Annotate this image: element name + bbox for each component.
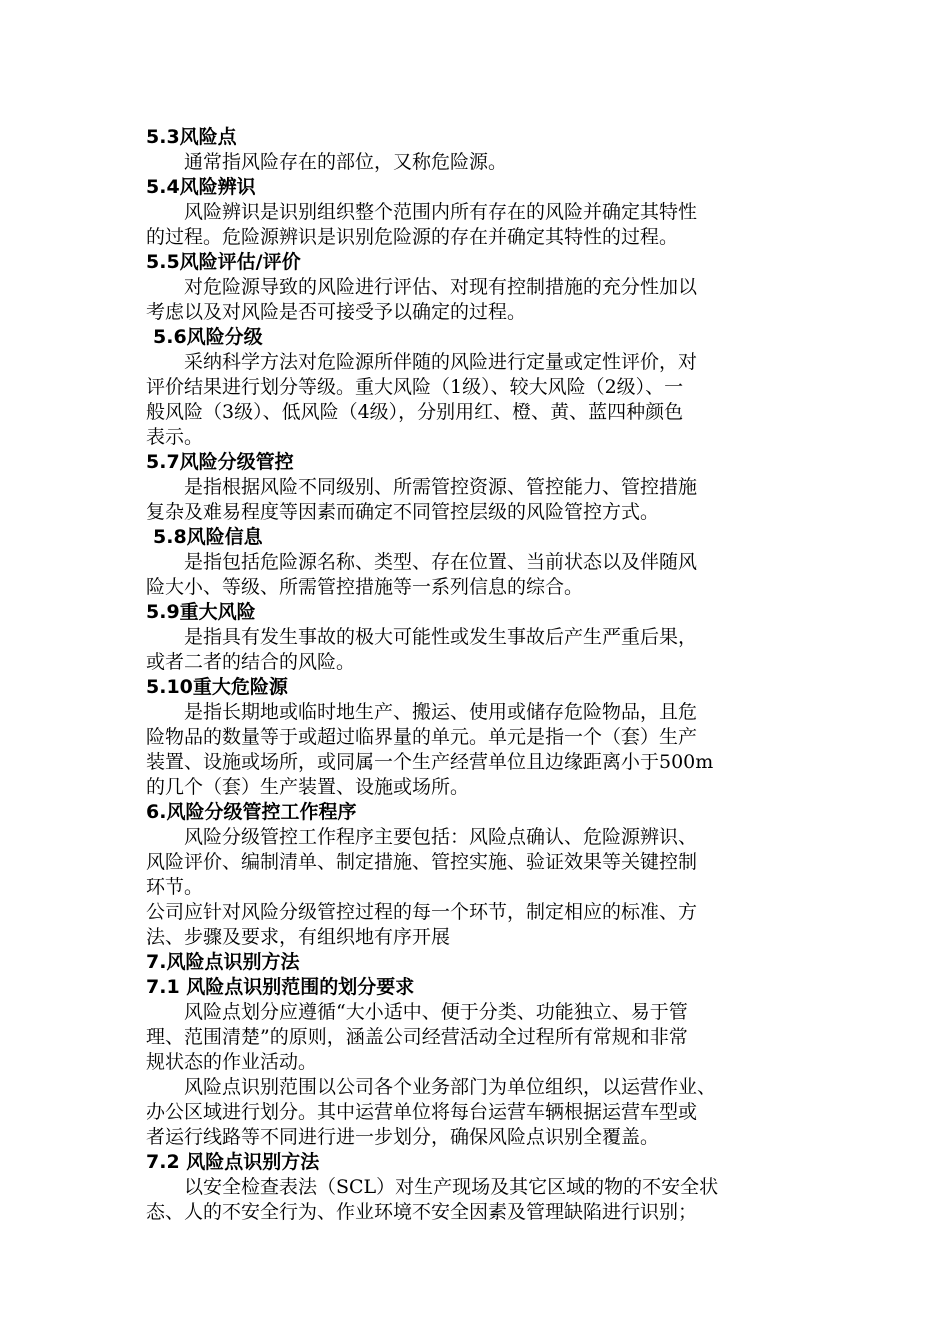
- paragraph-line: 理、范围清楚”的原则，涵盖公司经营活动全过程所有常规和非常: [146, 1026, 688, 1048]
- paragraph-line: 的过程。危险源辨识是识别危险源的存在并确定其特性的过程。: [146, 226, 679, 248]
- paragraph-line: 风险评价、编制清单、制定措施、管控实施、验证效果等关键控制: [146, 851, 698, 873]
- paragraph-line: 态、人的不安全行为、作业环境不安全因素及管理缺陷进行识别；: [146, 1201, 698, 1223]
- paragraph-line: 风险点划分应遵循“大小适中、便于分类、功能独立、易于管: [184, 1001, 688, 1023]
- section-heading: 7.2 风险点识别方法: [146, 1151, 320, 1173]
- paragraph-line: 风险点识别范围以公司各个业务部门为单位组织，以运营作业、: [184, 1076, 717, 1098]
- paragraph-line: 是指包括危险源名称、类型、存在位置、当前状态以及伴随风: [184, 551, 698, 573]
- section-heading: 7.风险点识别方法: [146, 951, 300, 973]
- paragraph-line: 装置、设施或场所，或同属一个生产经营单位且边缘距离小于500m: [146, 751, 714, 773]
- paragraph-line: 是指具有发生事故的极大可能性或发生事故后产生严重后果，: [184, 626, 698, 648]
- paragraph-line: 采纳科学方法对危险源所伴随的风险进行定量或定性评价，对: [184, 351, 698, 373]
- section-heading: 6.风险分级管控工作程序: [146, 801, 357, 823]
- paragraph-line: 险物品的数量等于或超过临界量的单元。单元是指一个（套）生产: [146, 726, 698, 748]
- paragraph-line: 般风险（3级）、低风险（4级），分别用红、橙、黄、蓝四种颜色: [146, 401, 684, 423]
- paragraph-line: 以安全检查表法（SCL）对生产现场及其它区域的物的不安全状: [184, 1176, 719, 1198]
- section-heading: 5.10重大危险源: [146, 676, 288, 698]
- paragraph-line: 风险辨识是识别组织整个范围内所有存在的风险并确定其特性: [184, 201, 698, 223]
- paragraph-line: 者运行线路等不同进行进一步划分，确保风险点识别全覆盖。: [146, 1126, 660, 1148]
- paragraph-line: 是指根据风险不同级别、所需管控资源、管控能力、管控措施: [184, 476, 698, 498]
- paragraph-line: 表示。: [146, 426, 204, 448]
- paragraph-line: 考虑以及对风险是否可接受予以确定的过程。: [146, 301, 527, 323]
- paragraph-line: 是指长期地或临时地生产、搬运、使用或储存危险物品，且危: [184, 701, 698, 723]
- section-heading: 5.9重大风险: [146, 601, 256, 623]
- section-heading: 5.3风险点: [146, 126, 237, 148]
- section-heading: 5.4风险辨识: [146, 176, 256, 198]
- paragraph-line: 险大小、等级、所需管控措施等一系列信息的综合。: [146, 576, 584, 598]
- paragraph-line: 法、步骤及要求，有组织地有序开展: [146, 926, 451, 948]
- paragraph-line: 通常指风险存在的部位，又称危险源。: [184, 151, 508, 173]
- paragraph-line: 复杂及难易程度等因素而确定不同管控层级的风险管控方式。: [146, 501, 660, 523]
- section-heading: 7.1 风险点识别范围的划分要求: [146, 976, 415, 998]
- section-heading: 5.7风险分级管控: [146, 451, 294, 473]
- section-heading: 5.8风险信息: [153, 526, 263, 548]
- section-heading: 5.6风险分级: [153, 326, 263, 348]
- paragraph-line: 或者二者的结合的风险。: [146, 651, 356, 673]
- paragraph-line: 的几个（套）生产装置、设施或场所。: [146, 776, 470, 798]
- paragraph-line: 办公区域进行划分。其中运营单位将每台运营车辆根据运营车型或: [146, 1101, 698, 1123]
- paragraph-line: 规状态的作业活动。: [146, 1051, 318, 1073]
- section-heading: 5.5风险评估/评价: [146, 251, 301, 273]
- paragraph-line: 风险分级管控工作程序主要包括：风险点确认、危险源辨识、: [184, 826, 698, 848]
- paragraph-line: 评价结果进行划分等级。重大风险（1级）、较大风险（2级）、一: [146, 376, 684, 398]
- paragraph-line: 公司应针对风险分级管控过程的每一个环节，制定相应的标准、方: [146, 901, 698, 923]
- paragraph-line: 对危险源导致的风险进行评估、对现有控制措施的充分性加以: [184, 276, 698, 298]
- paragraph-line: 环节。: [146, 876, 204, 898]
